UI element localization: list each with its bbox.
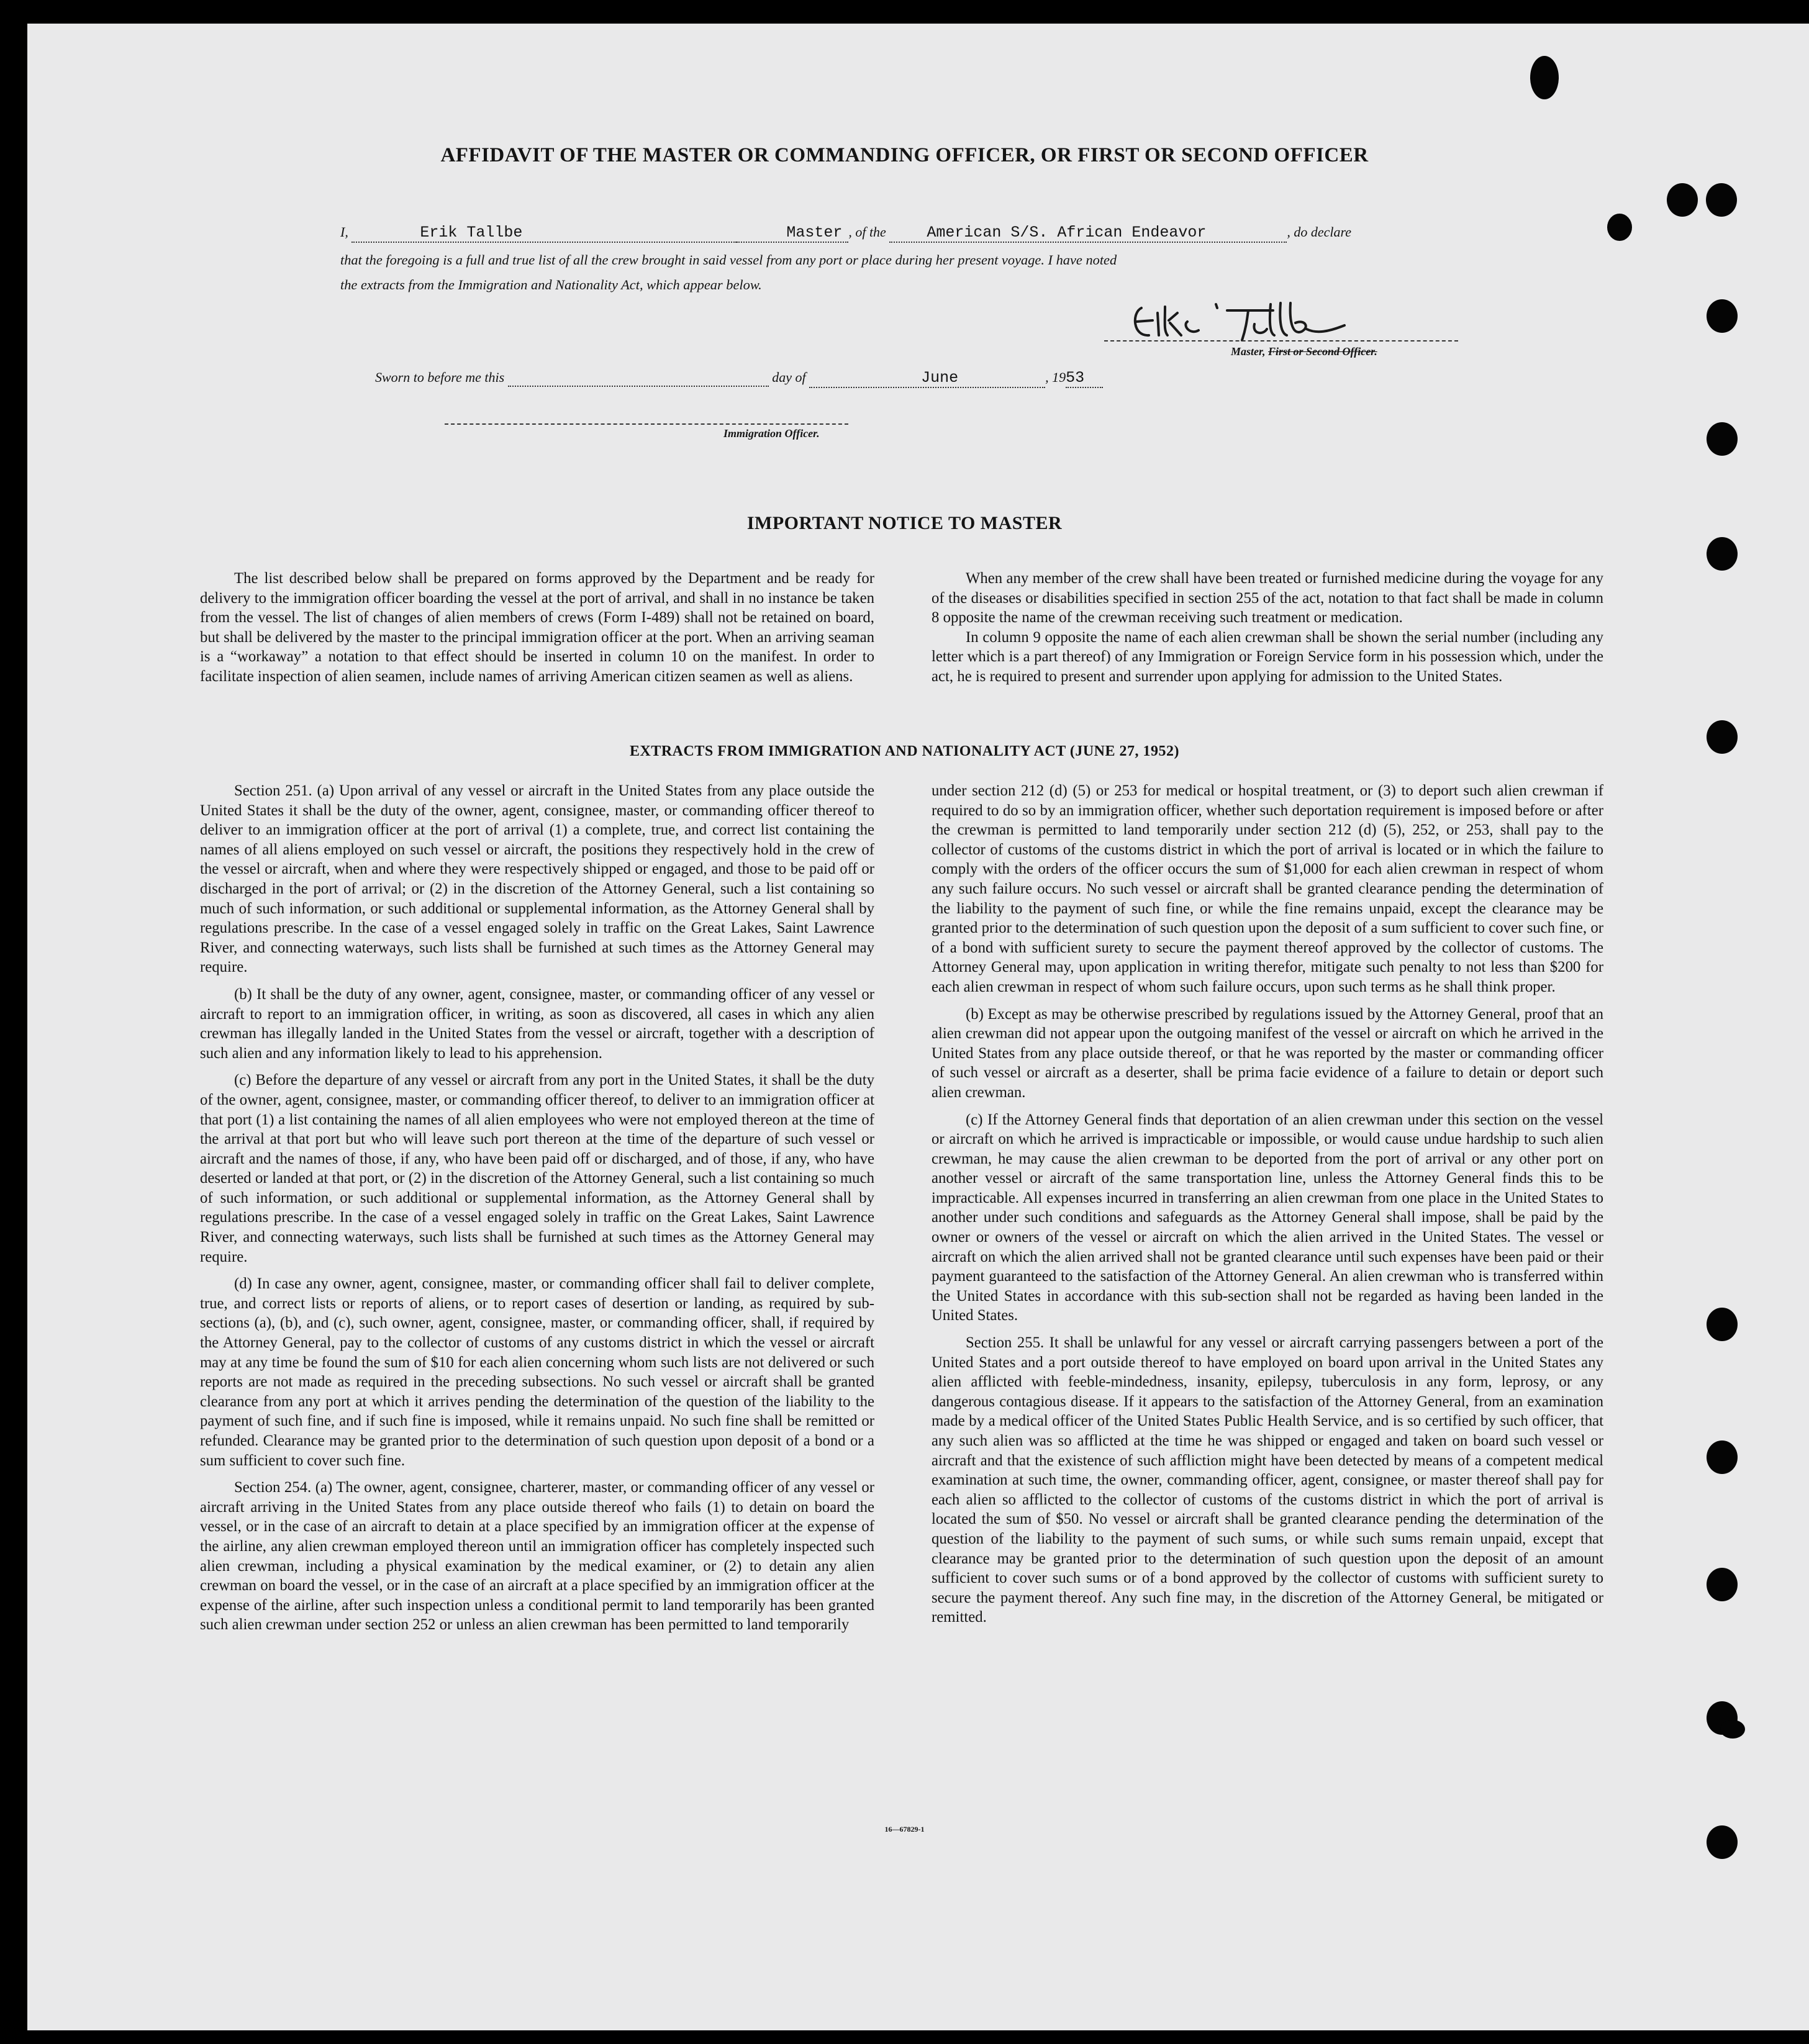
- punch-hole: [1707, 1308, 1738, 1341]
- signature-image: [1130, 286, 1366, 348]
- notice-right-text-1: When any member of the crew shall have been treated or furnished medicine during the voyage for any of the diseases or disabilities specified in section 255 of the act, notation to that fact shall be made in column 8 opposite the name of the crewman receiving such treatment or medication.: [932, 570, 1603, 626]
- punch-hole: [1707, 537, 1738, 571]
- extracts-right-column: [932, 781, 1603, 1635]
- section-255: Section 255. It shall be unlawful for any vessel or aircraft carrying passengers between a port of the United States and a port outside thereof to have employed on board upon arrival in the United States any alien afflicted with feeble-mindedness, insanity, epilepsy, tuberculosis in any form, leprosy, or any dangerous contagious disease. If it appears to the satisfaction of the Attorney General, from an examination made by a medical officer of the United States Public Health Service, and is so certified by such officer, that any such alien was so afflicted at the time he was shipped or engaged and taken on board such vessel or aircraft and that the existence of such affliction might have been detected by means of a competent medical examination at such time, the owner, commanding officer, agent, consignee, or master thereof shall pay for each alien so afflicted to the collector of customs of the customs district in which the port of arrival is located the sum of $50. No vessel or aircraft shall be granted clearance pending the determination of the question of the liability to the payment of such sums, or while such sums remain unpaid, except that clearance may be granted prior to the determination of such question upon the deposit of an amount sufficient to cover such sums or of a bond approved by the collector of customs with sufficient surety to secure the payment thereof. Any such fine may, in the discretion of the Attorney General, be mitigated or remitted.: [932, 1334, 1603, 1626]
- signature-caption: [1231, 345, 1377, 358]
- declaration-line-3: the extracts from the Immigration and Nationality Act, which appear below.: [340, 277, 762, 292]
- punch-hole: [1707, 422, 1738, 456]
- caption-struck: First or Second Officer.: [1268, 345, 1377, 358]
- punch-hole: [1707, 299, 1738, 333]
- rank-field: Master: [737, 224, 848, 243]
- sworn-year: 53: [1066, 369, 1103, 388]
- extracts-title: EXTRACTS FROM IMMIGRATION AND NATIONALITY ACT (JUNE 27, 1952): [630, 743, 1179, 759]
- torn-mark: [1720, 1720, 1745, 1739]
- day-of-text: day of: [772, 369, 806, 385]
- officer-caption: Immigration Officer.: [723, 427, 820, 440]
- officer-signature-line: [445, 423, 848, 425]
- section-254-b: (b) Except as may be otherwise prescribed by regulations issued by the Attorney General, proof that an alien crewman did not appear upon the outgoing manifest of the vessel or aircraft on which he arrived in the United States from any place outside thereof, or that he was reported by the master or commanding officer of such vessel or aircraft as a deserter, shall be prima facie evidence of a failure to detain or deport such alien crewman.: [932, 1005, 1603, 1101]
- signature-line: [1104, 340, 1458, 341]
- notice-left-column: [200, 569, 874, 694]
- declaration-lead: I,: [340, 224, 348, 240]
- master-name: Erik Tallbe: [351, 224, 737, 243]
- section-254-c: (c) If the Attorney General finds that deportation of an alien crewman under this section on the vessel or aircraft on which he arrived is impracticable or impossible, or would cause undue hardship to such alien crewman, he may cause the alien crewman to be deported from the port of arrival or any other port on another vessel or aircraft of the same transportation line, unless the Attorney General finds this to be impracticable. All expenses incurred in transferring an alien crewman from one place in the United States to another under such conditions and safeguards as the Attorney General shall impose, shall be paid by the owner or owners of the vessel or aircraft on which the alien arrived in the United States. The vessel or aircraft on which the alien arrived shall not be granted clearance until such expenses have been paid or their payment guaranteed to the satisfaction of the Attorney General. An alien crewman who is transferred within the United States in accordance with this sub-section shall not be regarded as having been landed in the United States.: [932, 1111, 1603, 1324]
- declare-text: , do declare: [1287, 224, 1351, 240]
- section-251-d: (d) In case any owner, agent, consignee, master, or commanding officer shall fail to deliver complete, true, and correct lists or reports of aliens, or to report cases of desertion or landing, as required by sub-sections (a), (b), and (c), such owner, agent, consignee, master, or commanding officer, shall, if required by the Attorney General, pay to the collector of customs of any customs district in which the vessel or aircraft may at any time be found the sum of $10 for each alien concerning whom such lists are not delivered or such reports are not made as required in the preceding subsections. No such vessel or aircraft shall be granted clearance from any port at which it arrives pending the determination of the question of the liability to the payment of such fine, and if such fine is imposed, while it remains unpaid. No such fine shall be remitted or refunded. Clearance may be granted prior to the determination of such question upon deposit of a bond or a sum sufficient to cover such fine.: [200, 1275, 874, 1469]
- section-254-a-continued: under section 212 (d) (5) or 253 for medical or hospital treatment, or (3) to deport such alien crewman if required to do so by an immigration officer, whether such deportation requirement is imposed before or after the crewman is permitted to land temporarily under section 212 (d) (5), 252, or 253, shall pay to the collector of customs of the customs district in which the port of arrival is located or in which the failure to comply with the orders of the officer occurs the sum of $1,000 for each alien crewman in respect of whom any such failure occurs. No such vessel or aircraft shall be granted clearance pending the determination of the liability to the payment of such fine, or while the fine remains unpaid, except the clearance may be granted prior to the determination of such question upon the deposit of a sum sufficient to cover such fine, or of a bond with sufficient surety to secure the payment thereof approved by the collector of customs. The Attorney General may, upon application in writing therefor, mitigate such penalty to not less than $200 for each alien crewman in respect of whom such failure occurs, upon such terms as he shall think proper.: [932, 782, 1603, 995]
- notice-title: IMPORTANT NOTICE TO MASTER: [746, 513, 1063, 533]
- section-251-c: (c) Before the departure of any vessel or aircraft from any port in the United States, it shall be the duty of the owner, agent, consignee, master, or commanding officer thereof, to deliver to an immigration officer at that port (1) a list containing the names of all alien employees who were not employed thereon at the time of the arrival at that port but who will leave such port thereon at the time of the departure of such vessel or aircraft and the names of those, if any, who have been paid off or discharged, and of those, if any, who have deserted or landed at that port, or (2) in the discretion of the Attorney General, such a list containing so much of such information, or such additional or supplemental information, as the Attorney General shall by regulations prescribe. In the case of a vessel engaged solely in traffic on the Great Lakes, Saint Lawrence River, and connecting waterways, such lists shall be furnished at such times as the Attorney General may require.: [200, 1072, 874, 1265]
- vessel-name: American S/S. African Endeavor: [889, 224, 1287, 243]
- section-251-b: (b) It shall be the duty of any owner, agent, consignee, master, or commanding officer of any vessel or aircraft to report to an immigration officer, in writing, as soon as discovered, all cases in which any alien crewman has illegally landed in the United States from the vessel or aircraft, together with a description of such alien and any information likely to lead to his apprehension.: [200, 985, 874, 1062]
- extracts-left-column: [200, 781, 874, 1642]
- declaration-line: [340, 224, 1351, 243]
- notice-left-text: The list described below shall be prepared on forms approved by the Department and be ready for delivery to the immigration officer boarding the vessel at the port of arrival, and shall in no instance be taken from the vessel. The list of changes of alien members of crews (Form I-489) shall not be retained on board, but shall be delivered by the master to the principal immigration officer at the port. When an arriving seaman is a “workaway” a notation to that effect should be inserted in column 10 on the manifest. In order to facilitate inspection of alien seamen, include names of arriving American citizen seamen as well as aliens.: [200, 570, 874, 685]
- sworn-day-field: [508, 369, 769, 387]
- affidavit-title: AFFIDAVIT OF THE MASTER OR COMMANDING OFFICER, OR FIRST OR SECOND OFFICER: [440, 144, 1369, 166]
- declaration-line-2: that the foregoing is a full and true list of all the crew brought in said vessel from any port or place during her present voyage. I have noted: [340, 252, 1117, 268]
- punch-hole: [1707, 1440, 1738, 1474]
- year-prefix: , 19: [1045, 369, 1066, 385]
- punch-hole: [1607, 214, 1632, 241]
- section-254-a: Section 254. (a) The owner, agent, consignee, charterer, master, or commanding officer of any vessel or aircraft arriving in the United States from any place outside thereof who fails (1) to detain on board the vessel, or in the case of an aircraft to detain at a place specified by an immigration officer at the expense of the airline, any alien crewman employed thereon until an immigration officer has completely inspected such alien crewman, including a physical examination by the medical examiner, or (2) to detain any alien crewman on board the vessel, or in the case of an aircraft at a place specified by an immigration officer at the expense of the airline, after such inspection unless a conditional permit to land temporarily has been granted such alien crewman under section 252 or unless an alien crewman has been permitted to land temporarily: [200, 1479, 874, 1634]
- sworn-month: June: [809, 369, 1045, 388]
- sworn-line: [375, 369, 1103, 388]
- of-the-text: , of the: [848, 224, 886, 240]
- notice-right-text-2: In column 9 opposite the name of each alien crewman shall be shown the serial number (including any letter which is a part thereof) of any Immigration or Foreign Service form in his possession which, under the act, he is required to present and surrender upon applying for admission to the United States.: [932, 628, 1603, 685]
- section-251-a: Section 251. (a) Upon arrival of any vessel or aircraft in the United States from any place outside the United States it shall be the duty of the owner, agent, consignee, master, or commanding officer thereof to deliver to an immigration officer at the port of arrival (1) a complete, true, and correct list containing the names of all aliens employed on such vessel or aircraft, the positions they respectively hold in the crew of the vessel or aircraft, when and where they were respectively shipped or engaged, and those to be paid off or discharged in the port of arrival; or (2) in the discretion of the Attorney General, such a list containing so much of such information, or such additional or supplemental information, as the Attorney General shall by regulations prescribe. In the case of a vessel engaged solely in traffic on the Great Lakes, Saint Lawrence River, and connecting waterways, such lists shall be furnished at such times as the Attorney General may require.: [200, 782, 874, 976]
- notice-right-column: [932, 569, 1603, 694]
- caption-master: Master,: [1231, 345, 1266, 358]
- punch-hole: [1706, 183, 1737, 217]
- punch-hole: [1667, 183, 1698, 217]
- torn-mark: [1530, 56, 1559, 99]
- sworn-lead: Sworn to before me this: [375, 369, 505, 385]
- punch-hole: [1707, 1568, 1738, 1601]
- form-number: 16—67829-1: [884, 1825, 925, 1834]
